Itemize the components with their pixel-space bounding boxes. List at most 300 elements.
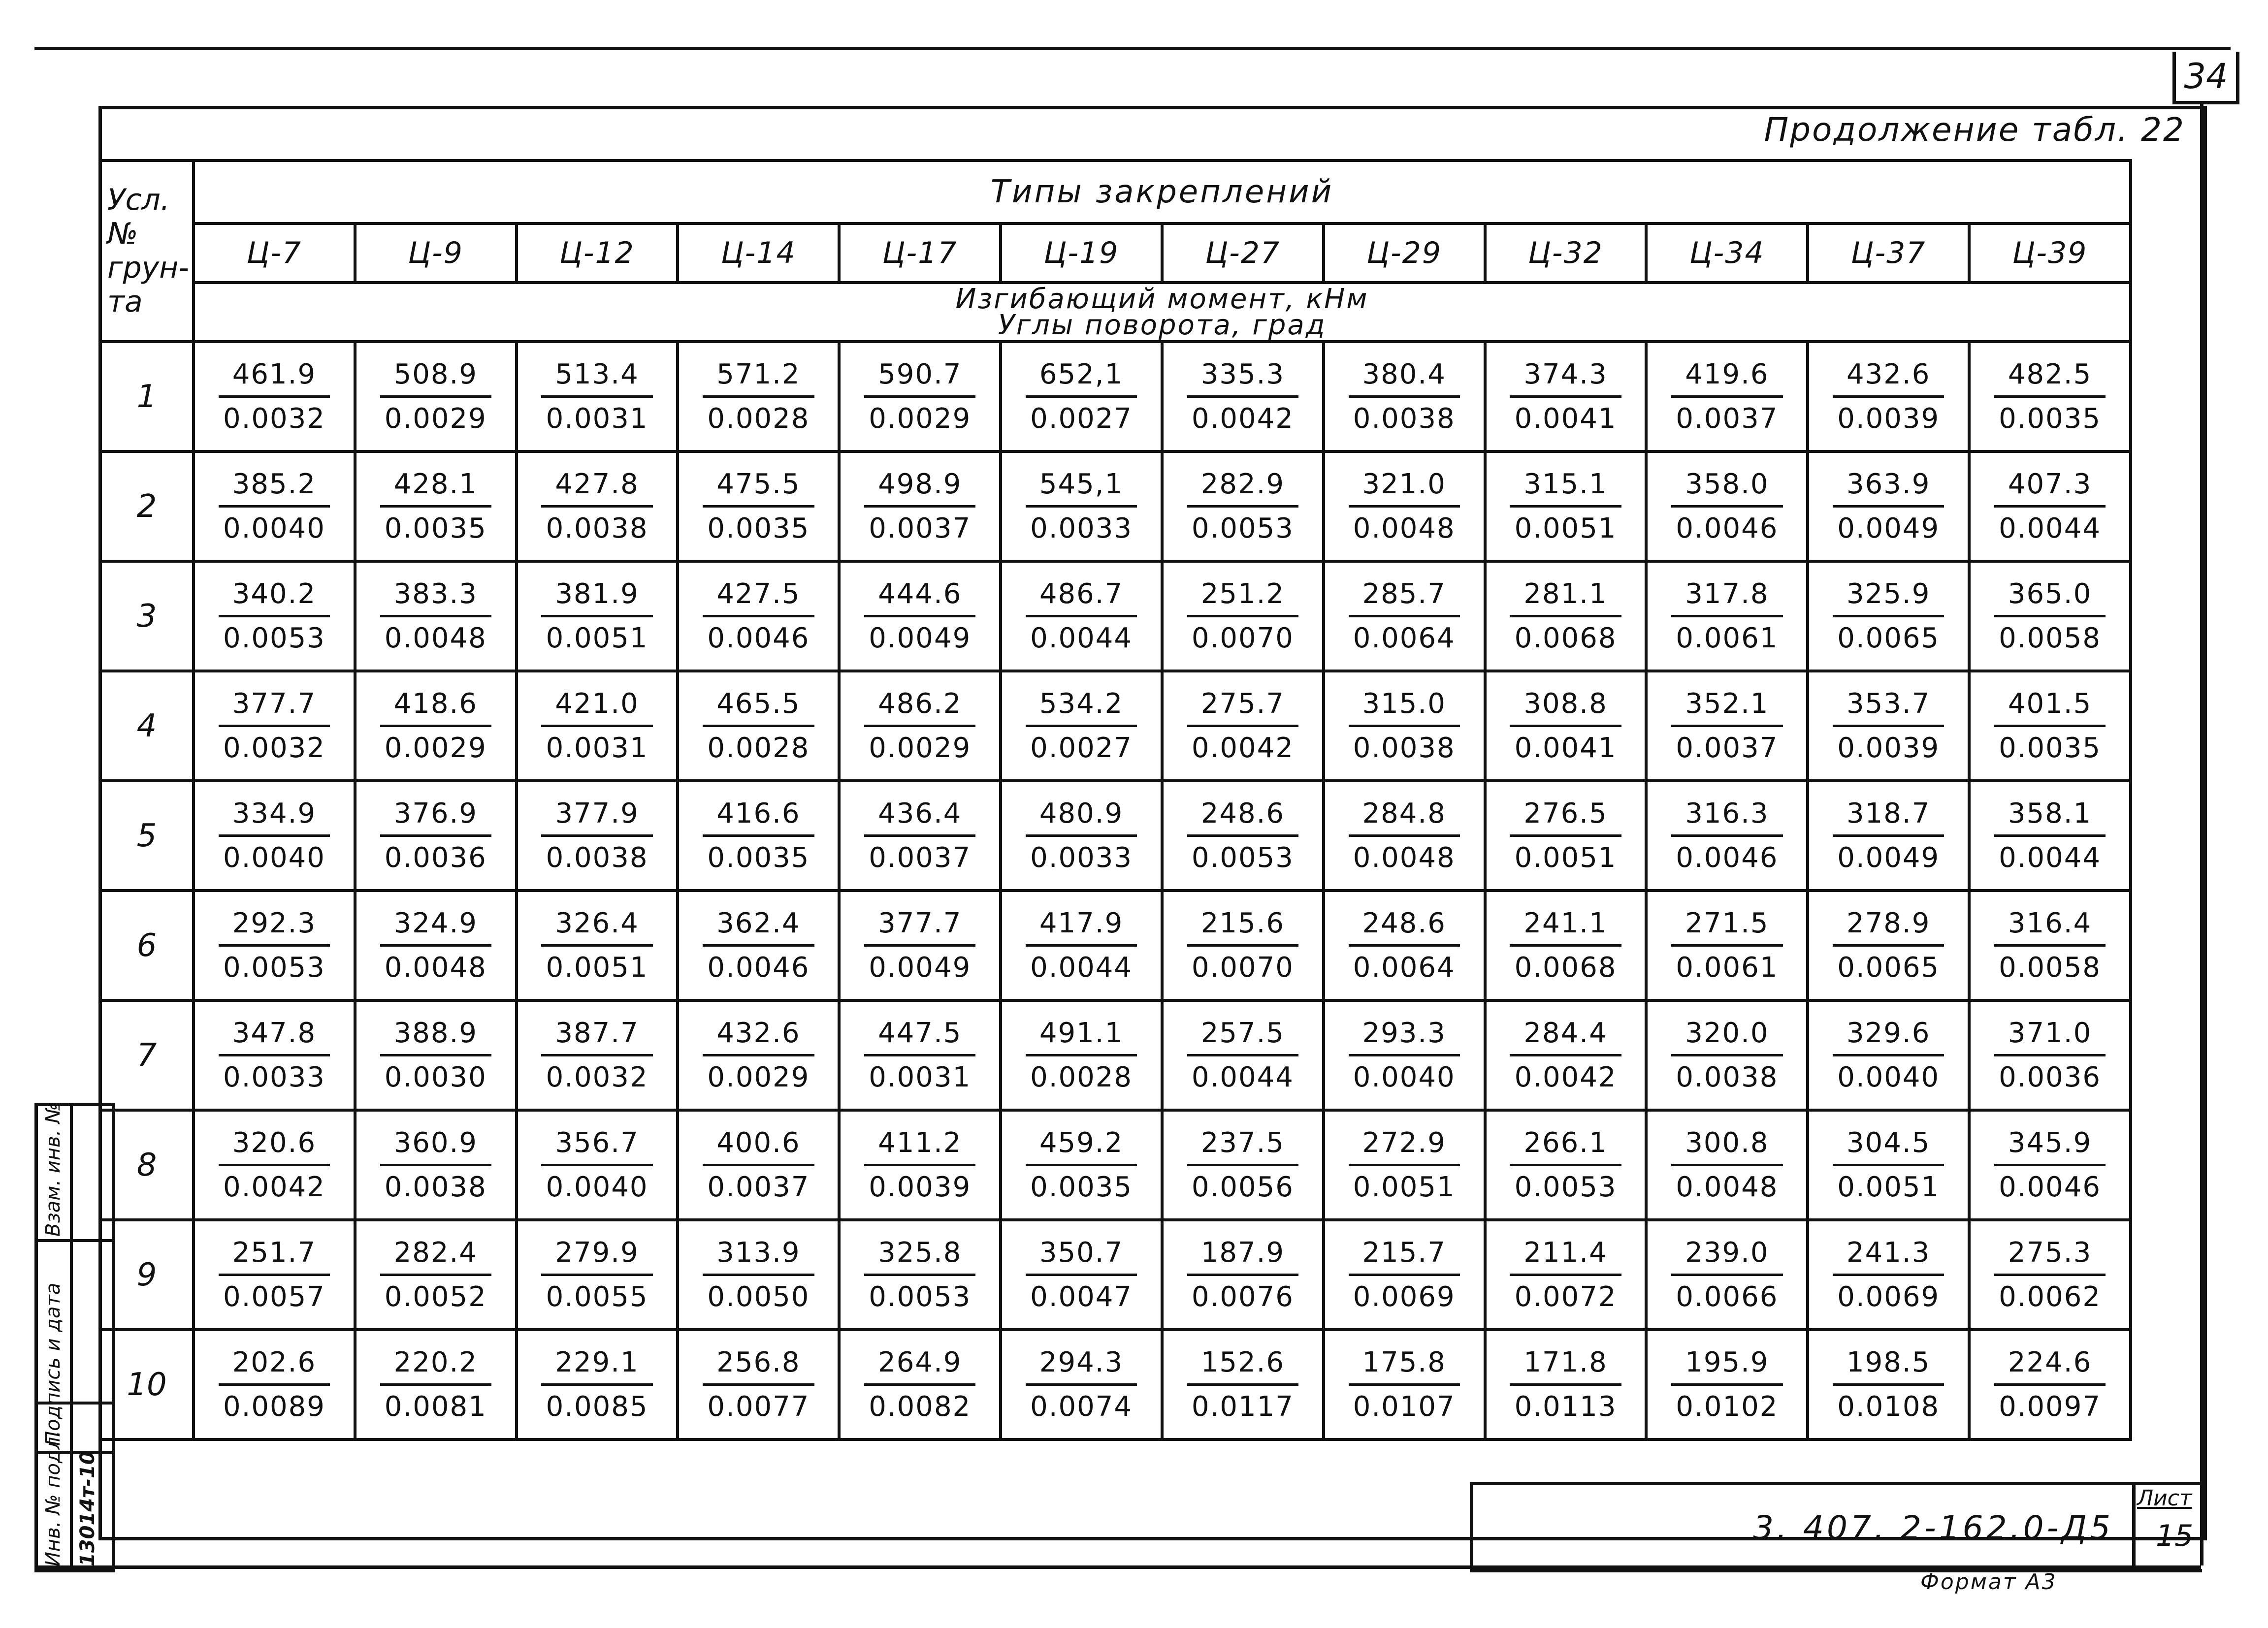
moment-angle-fraction <box>1187 907 1298 984</box>
bending-moment-value: 313.9 <box>703 1237 814 1276</box>
value-cell <box>678 781 839 891</box>
rotation-angle-value: 0.0040 <box>223 512 325 544</box>
rotation-angle-value: 0.0097 <box>1999 1391 2102 1423</box>
moment-angle-fraction <box>1026 1127 1137 1203</box>
rotation-angle-value: 0.0029 <box>869 403 972 435</box>
bending-moment-value: 282.9 <box>1187 468 1298 508</box>
moment-angle-fraction <box>1833 578 1944 654</box>
moment-angle-fraction <box>1833 1017 1944 1093</box>
sheet-number-top: 34 <box>2172 52 2239 104</box>
moment-angle-fraction <box>1994 688 2106 764</box>
value-cell <box>194 561 355 671</box>
bending-moment-value: 381.9 <box>541 578 652 617</box>
bending-moment-value: 427.5 <box>703 578 814 617</box>
rotation-angle-value: 0.0037 <box>869 842 972 874</box>
bottom-rule <box>34 1565 2201 1569</box>
value-cell <box>1808 1110 1969 1220</box>
value-cell <box>678 1110 839 1220</box>
moment-angle-fraction <box>541 578 652 654</box>
value-cell <box>1324 1220 1485 1330</box>
row-number: 4 <box>100 671 194 781</box>
types-header: Типы закреплений <box>194 160 2131 223</box>
value-cell <box>1808 1220 1969 1330</box>
bending-moment-value: 374.3 <box>1510 358 1621 398</box>
rotation-angle-value: 0.0038 <box>1353 732 1456 764</box>
value-cell <box>839 342 1001 451</box>
moment-angle-fraction <box>1994 1346 2106 1423</box>
rotation-angle-value: 0.0029 <box>384 732 487 764</box>
rotation-angle-value: 0.0066 <box>1676 1281 1779 1313</box>
bending-moment-value: 486.7 <box>1026 578 1137 617</box>
value-cell <box>1646 1330 1808 1439</box>
rotation-angle-value: 0.0081 <box>384 1391 487 1423</box>
value-cell <box>1808 1000 1969 1110</box>
value-cell <box>1162 781 1324 891</box>
moment-angle-fraction <box>1187 688 1298 764</box>
moment-angle-fraction <box>1671 688 1782 764</box>
bending-moment-value: 432.6 <box>1833 358 1944 398</box>
value-cell <box>1001 781 1162 891</box>
value-cell <box>1001 1000 1162 1110</box>
rotation-angle-value: 0.0042 <box>223 1171 325 1203</box>
moment-angle-fraction <box>1510 358 1621 435</box>
moment-angle-fraction <box>1833 1346 1944 1423</box>
column-header: Ц-39 <box>1969 223 2131 283</box>
bending-moment-value: 272.9 <box>1349 1127 1460 1166</box>
rotation-angle-value: 0.0044 <box>1999 842 2102 874</box>
rotation-angle-value: 0.0032 <box>546 1061 648 1093</box>
bending-moment-value: 215.6 <box>1187 907 1298 947</box>
rotation-angle-value: 0.0037 <box>1676 732 1779 764</box>
bending-moment-value: 350.7 <box>1026 1237 1137 1276</box>
moment-angle-fraction <box>380 688 491 764</box>
moment-angle-fraction <box>1026 358 1137 435</box>
value-cell <box>1001 671 1162 781</box>
moment-angle-fraction <box>541 798 652 874</box>
moment-angle-fraction <box>864 468 975 544</box>
moment-angle-fraction <box>703 358 814 435</box>
bending-moment-value: 401.5 <box>1994 688 2106 727</box>
continuation-title: Продолжение табл. 22 <box>1764 111 2185 149</box>
rotation-angle-value: 0.0044 <box>1999 512 2102 544</box>
moment-angle-fraction <box>541 1346 652 1423</box>
rotation-angle-value: 0.0051 <box>1837 1171 1940 1203</box>
bending-moment-value: 388.9 <box>380 1017 491 1056</box>
rotation-angle-value: 0.0053 <box>1514 1171 1617 1203</box>
table-row <box>100 451 2131 561</box>
moment-angle-fraction <box>1187 468 1298 544</box>
rotation-angle-value: 0.0027 <box>1030 732 1133 764</box>
column-header: Ц-9 <box>355 223 517 283</box>
rotation-angle-value: 0.0053 <box>1191 842 1294 874</box>
rotation-angle-value: 0.0035 <box>707 842 810 874</box>
bending-moment-value: 363.9 <box>1833 468 1944 508</box>
moment-angle-fraction <box>1187 1237 1298 1313</box>
rotation-angle-value: 0.0037 <box>1676 403 1779 435</box>
value-cell <box>1162 671 1324 781</box>
bending-moment-value: 358.1 <box>1994 798 2106 837</box>
bending-moment-value: 284.4 <box>1510 1017 1621 1056</box>
bending-moment-value: 300.8 <box>1671 1127 1782 1166</box>
moment-angle-fraction <box>1671 1237 1782 1313</box>
moment-angle-fraction <box>864 1017 975 1093</box>
moment-angle-fraction <box>1994 578 2106 654</box>
rotation-angle-value: 0.0033 <box>223 1061 325 1093</box>
value-cell <box>1808 342 1969 451</box>
value-cell <box>1001 1220 1162 1330</box>
moment-angle-fraction <box>1994 1017 2106 1093</box>
rotation-angle-value: 0.0108 <box>1837 1391 1940 1423</box>
rotation-angle-value: 0.0048 <box>1676 1171 1779 1203</box>
moment-angle-fraction <box>219 1237 330 1313</box>
rotation-angle-value: 0.0053 <box>1191 512 1294 544</box>
moment-angle-fraction <box>1994 1237 2106 1313</box>
rotation-angle-value: 0.0055 <box>546 1281 648 1313</box>
document-code: 3. 407. 2-162.0-Д5 <box>1753 1509 2114 1547</box>
value-cell <box>678 451 839 561</box>
moment-angle-fraction <box>219 578 330 654</box>
rotation-angle-value: 0.0036 <box>384 842 487 874</box>
value-cell <box>1808 891 1969 1000</box>
moment-angle-fraction <box>703 468 814 544</box>
column-header: Ц-12 <box>517 223 678 283</box>
moment-angle-fraction <box>1026 1017 1137 1093</box>
bending-moment-value: 251.2 <box>1187 578 1298 617</box>
stamp-inv-value: 13014т-10 <box>76 1451 99 1566</box>
bending-moment-value: 421.0 <box>541 688 652 727</box>
table-header-row-moment <box>100 283 2131 342</box>
moment-angle-fraction <box>864 798 975 874</box>
row-number: 5 <box>100 781 194 891</box>
bending-moment-value: 491.1 <box>1026 1017 1137 1056</box>
bending-moment-value: 508.9 <box>380 358 491 398</box>
moment-angle-fraction <box>1349 578 1460 654</box>
value-cell <box>355 1110 517 1220</box>
table-row <box>100 561 2131 671</box>
value-cell <box>1646 1220 1808 1330</box>
moment-angle-fraction <box>1349 907 1460 984</box>
bending-moment-value: 475.5 <box>703 468 814 508</box>
rotation-angle-value: 0.0058 <box>1999 622 2102 654</box>
moment-angle-fraction <box>541 468 652 544</box>
rotation-angle-value: 0.0065 <box>1837 952 1940 984</box>
moment-angle-fraction <box>1671 1017 1782 1093</box>
rotation-angle-value: 0.0077 <box>707 1391 810 1423</box>
rotation-angle-value: 0.0068 <box>1514 952 1617 984</box>
value-cell <box>1324 781 1485 891</box>
bending-moment-value: 152.6 <box>1187 1346 1298 1386</box>
bending-moment-value: 271.5 <box>1671 907 1782 947</box>
value-cell <box>355 342 517 451</box>
value-cell <box>1646 451 1808 561</box>
value-cell <box>1485 1000 1647 1110</box>
bending-moment-value: 175.8 <box>1349 1346 1460 1386</box>
moment-angle-fraction <box>1187 358 1298 435</box>
value-cell <box>1324 561 1485 671</box>
rotation-angle-value: 0.0048 <box>1353 842 1456 874</box>
value-cell <box>194 1110 355 1220</box>
value-cell <box>1324 671 1485 781</box>
value-cell <box>1324 891 1485 1000</box>
rotation-angle-value: 0.0049 <box>869 952 972 984</box>
value-cell <box>355 1000 517 1110</box>
rotation-angle-value: 0.0058 <box>1999 952 2102 984</box>
rotation-angle-value: 0.0028 <box>1030 1061 1133 1093</box>
moment-angle-fraction <box>219 688 330 764</box>
moment-header <box>194 283 2131 342</box>
value-cell <box>1162 1220 1324 1330</box>
value-cell <box>1646 891 1808 1000</box>
table-row <box>100 1330 2131 1439</box>
value-cell <box>1969 342 2131 451</box>
value-cell <box>1485 891 1647 1000</box>
rotation-angle-value: 0.0039 <box>869 1171 972 1203</box>
bending-moment-value: 482.5 <box>1994 358 2106 398</box>
bending-moment-value: 315.1 <box>1510 468 1621 508</box>
bending-moment-value: 486.2 <box>864 688 975 727</box>
bending-moment-value: 211.4 <box>1510 1237 1621 1276</box>
value-cell <box>1969 1330 2131 1439</box>
value-cell <box>1646 1110 1808 1220</box>
rotation-angle-value: 0.0107 <box>1353 1391 1456 1423</box>
rotation-angle-value: 0.0031 <box>869 1061 972 1093</box>
bending-moment-value: 292.3 <box>219 907 330 947</box>
rotation-angle-value: 0.0041 <box>1514 732 1617 764</box>
stamp-inv-label: Инв. № подл. <box>42 1431 65 1566</box>
bending-moment-value: 377.9 <box>541 798 652 837</box>
value-cell <box>678 342 839 451</box>
moment-angle-fraction <box>380 1237 491 1313</box>
bending-moment-value: 353.7 <box>1833 688 1944 727</box>
bending-moment-value: 282.4 <box>380 1237 491 1276</box>
rotation-angle-value: 0.0089 <box>223 1391 325 1423</box>
rotation-angle-value: 0.0031 <box>546 403 648 435</box>
bending-moment-value: 377.7 <box>864 907 975 947</box>
moment-angle-fraction <box>1187 1346 1298 1423</box>
rotation-angle-value: 0.0064 <box>1353 952 1456 984</box>
moment-angle-fraction <box>1026 1346 1137 1423</box>
bending-moment-value: 257.5 <box>1187 1017 1298 1056</box>
value-cell <box>839 781 1001 891</box>
moment-angle-fraction <box>864 688 975 764</box>
moment-angle-fraction <box>1671 578 1782 654</box>
moment-angle-fraction <box>1187 1127 1298 1203</box>
bending-moment-value: 187.9 <box>1187 1237 1298 1276</box>
table-row <box>100 1110 2131 1220</box>
row-number: 2 <box>100 451 194 561</box>
moment-angle-fraction <box>380 578 491 654</box>
moment-angle-fraction <box>1349 798 1460 874</box>
value-cell <box>517 342 678 451</box>
bending-moment-value: 356.7 <box>541 1127 652 1166</box>
rotation-angle-value: 0.0061 <box>1676 952 1779 984</box>
bending-moment-value: 444.6 <box>864 578 975 617</box>
moment-angle-fraction <box>703 1346 814 1423</box>
value-cell <box>1162 561 1324 671</box>
moment-angle-fraction <box>1026 468 1137 544</box>
bending-moment-value: 275.3 <box>1994 1237 2106 1276</box>
value-cell <box>517 1220 678 1330</box>
rotation-angle-value: 0.0053 <box>223 952 325 984</box>
bending-moment-value: 447.5 <box>864 1017 975 1056</box>
bending-moment-value: 281.1 <box>1510 578 1621 617</box>
rotation-angle-value: 0.0040 <box>1837 1061 1940 1093</box>
bending-moment-value: 241.3 <box>1833 1237 1944 1276</box>
table-row <box>100 1000 2131 1110</box>
rotation-angle-value: 0.0076 <box>1191 1281 1294 1313</box>
bending-moment-value: 251.7 <box>219 1237 330 1276</box>
moment-angle-fraction <box>703 1237 814 1313</box>
value-cell <box>839 1000 1001 1110</box>
bending-moment-value: 652,1 <box>1026 358 1137 398</box>
bending-moment-value: 264.9 <box>864 1346 975 1386</box>
rotation-angle-value: 0.0051 <box>546 952 648 984</box>
bending-moment-value: 334.9 <box>219 798 330 837</box>
rotation-angle-value: 0.0038 <box>546 512 648 544</box>
moment-angle-fraction <box>1510 468 1621 544</box>
value-cell <box>1646 671 1808 781</box>
bending-moment-value: 320.6 <box>219 1127 330 1166</box>
row-number: 1 <box>100 342 194 451</box>
rotation-angle-value: 0.0029 <box>869 732 972 764</box>
bending-moment-value: 284.8 <box>1349 798 1460 837</box>
value-cell <box>1485 1110 1647 1220</box>
moment-angle-fraction <box>1833 1127 1944 1203</box>
value-cell <box>355 671 517 781</box>
rotation-angle-value: 0.0065 <box>1837 622 1940 654</box>
row-number: 8 <box>100 1110 194 1220</box>
moment-angle-fraction <box>380 1017 491 1093</box>
value-cell <box>1485 561 1647 671</box>
bending-moment-value: 427.8 <box>541 468 652 508</box>
moment-angle-fraction <box>1349 688 1460 764</box>
rotation-angle-value: 0.0072 <box>1514 1281 1617 1313</box>
rotation-angle-value: 0.0051 <box>1353 1171 1456 1203</box>
value-cell <box>839 671 1001 781</box>
moment-label: Изгибающий момент, кНм <box>955 283 1369 315</box>
bending-moment-value: 571.2 <box>703 358 814 398</box>
bending-moment-value: 248.6 <box>1349 907 1460 947</box>
rotation-angle-value: 0.0053 <box>869 1281 972 1313</box>
bending-moment-value: 329.6 <box>1833 1017 1944 1056</box>
moment-angle-fraction <box>1833 358 1944 435</box>
rotation-angle-value: 0.0048 <box>384 622 487 654</box>
rotation-angle-value: 0.0036 <box>1999 1061 2102 1093</box>
table-header-row-types <box>100 160 2131 223</box>
rotation-angle-value: 0.0113 <box>1514 1391 1617 1423</box>
bending-moment-value: 239.0 <box>1671 1237 1782 1276</box>
value-cell <box>1162 891 1324 1000</box>
value-cell <box>1808 1330 1969 1439</box>
column-header: Ц-14 <box>678 223 839 283</box>
moment-angle-fraction <box>219 1017 330 1093</box>
bending-moment-value: 276.5 <box>1510 798 1621 837</box>
value-cell <box>839 451 1001 561</box>
rotation-angle-value: 0.0117 <box>1191 1391 1294 1423</box>
rotation-angle-value: 0.0040 <box>1353 1061 1456 1093</box>
rotation-angle-value: 0.0052 <box>384 1281 487 1313</box>
stamp-sign-label: Подпись и дата <box>42 1282 65 1446</box>
left-stamp <box>34 1103 115 1572</box>
rotation-angle-value: 0.0051 <box>1514 512 1617 544</box>
rotation-angle-value: 0.0038 <box>546 842 648 874</box>
value-cell <box>1001 1330 1162 1439</box>
moment-angle-fraction <box>1994 468 2106 544</box>
moment-angle-fraction <box>380 468 491 544</box>
bending-moment-value: 428.1 <box>380 468 491 508</box>
moment-angle-fraction <box>1026 907 1137 984</box>
value-cell <box>194 451 355 561</box>
rotation-angle-value: 0.0031 <box>546 732 648 764</box>
value-cell <box>1808 671 1969 781</box>
bending-moment-value: 320.0 <box>1671 1017 1782 1056</box>
bending-moment-value: 380.4 <box>1349 358 1460 398</box>
moment-angle-fraction <box>1187 578 1298 654</box>
moment-angle-fraction <box>864 358 975 435</box>
bending-moment-value: 324.9 <box>380 907 491 947</box>
rotation-angle-value: 0.0044 <box>1030 622 1133 654</box>
bending-moment-value: 325.8 <box>864 1237 975 1276</box>
moment-angle-fraction <box>380 907 491 984</box>
bending-moment-value: 362.4 <box>703 907 814 947</box>
value-cell <box>517 781 678 891</box>
rotation-angle-value: 0.0028 <box>707 732 810 764</box>
moment-angle-fraction <box>703 798 814 874</box>
bending-moment-value: 171.8 <box>1510 1346 1621 1386</box>
value-cell <box>1969 891 2131 1000</box>
rotation-angle-value: 0.0047 <box>1030 1281 1133 1313</box>
column-header: Ц-37 <box>1808 223 1969 283</box>
rotation-angle-value: 0.0050 <box>707 1281 810 1313</box>
condition-header <box>100 160 194 342</box>
moment-angle-fraction <box>1349 1237 1460 1313</box>
value-cell <box>355 891 517 1000</box>
column-header: Ц-19 <box>1001 223 1162 283</box>
value-cell <box>678 1330 839 1439</box>
moment-angle-fraction <box>541 907 652 984</box>
rotation-angle-value: 0.0032 <box>223 403 325 435</box>
moment-angle-fraction <box>1026 688 1137 764</box>
bending-moment-value: 545,1 <box>1026 468 1137 508</box>
value-cell <box>1485 342 1647 451</box>
bending-moment-value: 229.1 <box>541 1346 652 1386</box>
value-cell <box>1485 781 1647 891</box>
table-row <box>100 1220 2131 1330</box>
value-cell <box>1324 342 1485 451</box>
bending-moment-value: 316.4 <box>1994 907 2106 947</box>
bending-moment-value: 202.6 <box>219 1346 330 1386</box>
column-header: Ц-32 <box>1485 223 1647 283</box>
moment-angle-fraction <box>1026 578 1137 654</box>
value-cell <box>1969 1110 2131 1220</box>
moment-angle-fraction <box>1833 798 1944 874</box>
moment-angle-fraction <box>1671 798 1782 874</box>
moment-angle-fraction <box>380 1127 491 1203</box>
rotation-angle-value: 0.0062 <box>1999 1281 2102 1313</box>
bending-moment-value: 459.2 <box>1026 1127 1137 1166</box>
bending-moment-value: 279.9 <box>541 1237 652 1276</box>
rotation-angle-value: 0.0056 <box>1191 1171 1294 1203</box>
value-cell <box>1969 1220 2131 1330</box>
bending-moment-value: 352.1 <box>1671 688 1782 727</box>
bending-moment-value: 400.6 <box>703 1127 814 1166</box>
rotation-angle-value: 0.0046 <box>1676 842 1779 874</box>
rotation-angle-value: 0.0029 <box>707 1061 810 1093</box>
moment-angle-fraction <box>1671 1127 1782 1203</box>
moment-angle-fraction <box>703 688 814 764</box>
bending-moment-value: 432.6 <box>703 1017 814 1056</box>
moment-angle-fraction <box>864 1127 975 1203</box>
